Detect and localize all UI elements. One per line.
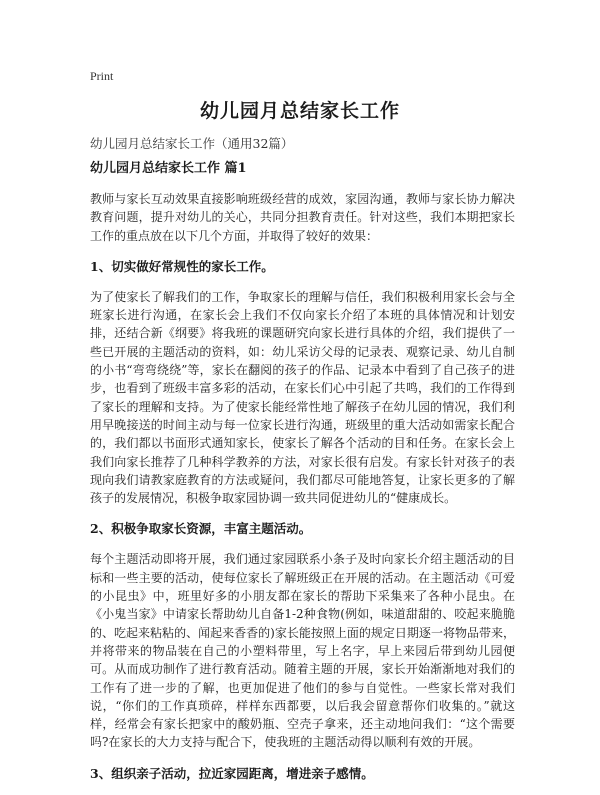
point-1-heading: 1、切实做好常规性的家长工作。 [90,258,274,274]
intro-paragraph: 教师与家长互动效果直接影响班级经营的成效，家园沟通，教师与家长协力解决教育问题，提升对幼儿的关心，共同分担教育责任。针对这些，我们本期把家长工作的重点放在以下几个方面，并取得了较好的效果： [90,192,515,243]
document-title: 幼儿园月总结家长工作 [199,100,400,122]
document-body [90,160,515,795]
section-heading: 幼儿园月总结家长工作 篇1 [90,161,247,176]
document-subtitle: 幼儿园月总结家长工作（通用32篇） [90,136,294,151]
point-2-heading: 2、积极争取家长资源，丰富主题活动。 [90,521,312,537]
print-label: Print [90,69,114,83]
point-1-paragraph: 为了使家长了解我们的工作，争取家长的理解与信任，我们积极利用家长会与全班家长进行沟通，在家长会上我们不仅向家长介绍了本班的具体情况和计划安排，还结合新《纲要》将我班的课题研究向家长进行具体的介绍，我们提供了一些已开展的主题活动的资料，如：幼儿采访父母的记录表、观察记录、幼儿自制的小书“弯弯绕绕”等，家长在翻阅的孩子的作品、记录本中看到了自己孩子的进步，也看到了班级丰富多彩的活动，在家长们心中引起了共鸣，我们的工作得到了家长的理解和支持。为了使家长能经常性地了解孩子在幼儿园的情况，我们利用早晚接送的时间主动与每一位家长进行沟通，班级里的重大活动如需家长配合的，我们都以书面形式通知家长，使家长了解各个活动的目和任务。在家长会上我们向家长推荐了几种科学教养的方法，对家长很有启发。有家长针对孩子的表现向我们请教家庭教育的方法或疑问，我们都尽可能地答复，让家长更多的了解孩子的发展情况，积极争取家园协调一致共同促进幼儿的“健康成长。 [90,289,515,506]
point-3-heading: 3、组织亲子活动，拉近家园距离，增进亲子感情。 [90,765,374,781]
point-2-paragraph: 每个主题活动即将开展，我们通过家园联系小条子及时向家长介绍主题活动的目标和一些主要的活动，使每位家长了解班级正在开展的活动。在主题活动《可爱的小昆虫》中，班里好多的小朋友都在家长的帮助下采集来了各种小昆虫。在《小鬼当家》中请家长帮助幼儿自备1-2种食物(例如，味道甜甜的、咬起来脆脆的、吃起来粘粘的、闻起来香香的)家长能按照上面的规定日期逐一将物品带来，并将带来的物品装在自己的小塑料带里，写上名字，早上来园后带到幼儿园便可。从而成功制作了进行教育活动。随着主题的开展，家长开始渐渐地对我们的工作有了进一步的了解，也更加促进了他们的参与自觉性。一些家长常对我们说，“你们的工作真琐碎，样样东西都要，以后我会留意帮你们收集的。”就这样，经常会有家长把家中的酸奶瓶、空壳子拿来，还主动地问我们：“这个需要吗?在家长的大力支持与配合下，使我班的主题活动得以顺利有效的开展。 [90,552,515,750]
